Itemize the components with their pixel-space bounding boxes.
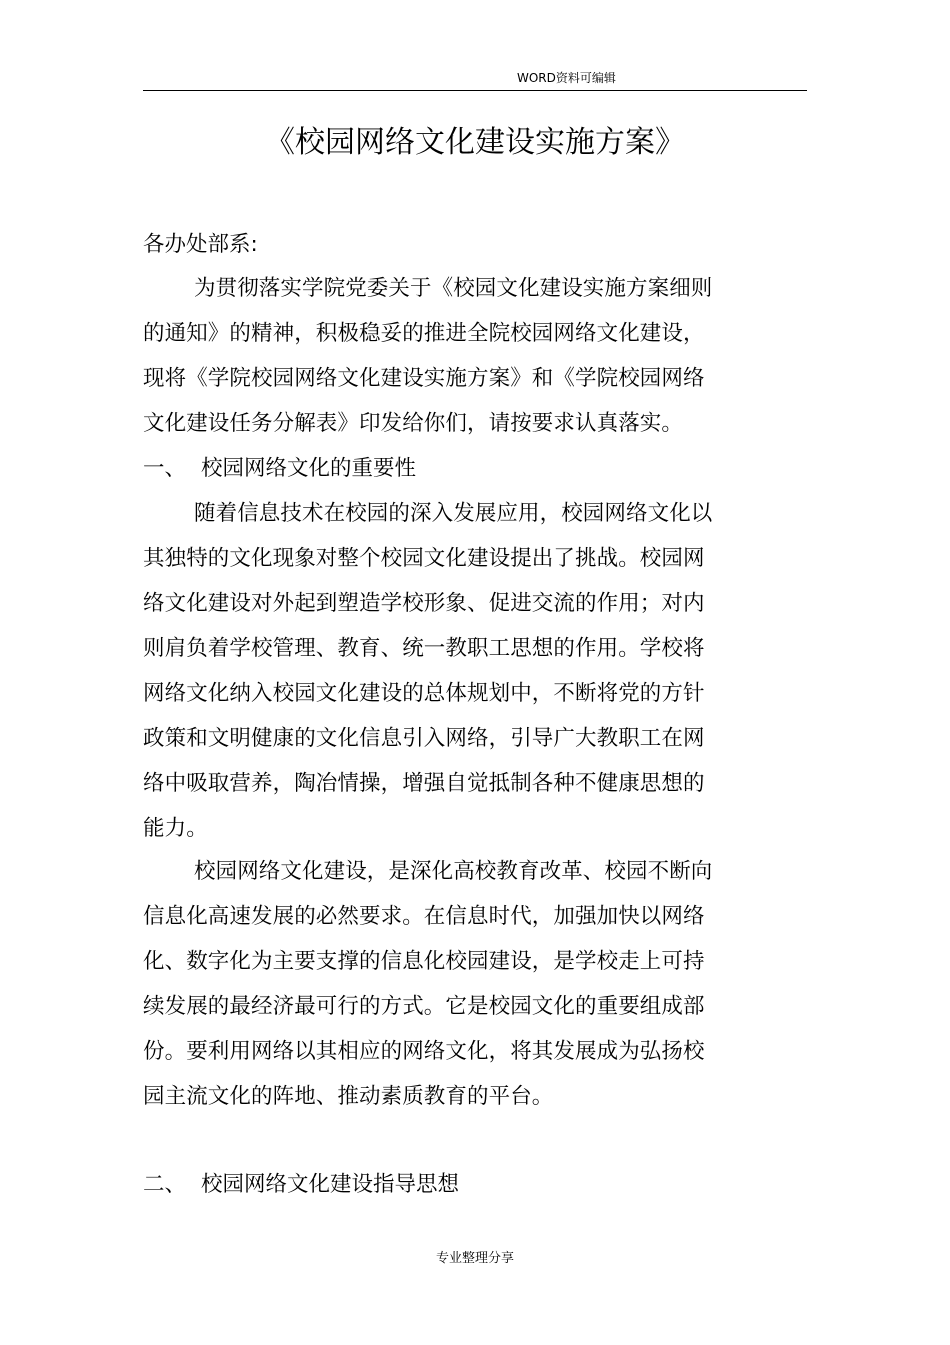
body-line: 园主流文化的阵地、推动素质教育的平台。 — [143, 1084, 554, 1109]
body-line: 校园网络文化建设，是深化高校教育改革、校园不断向 — [194, 859, 713, 884]
section-1-title: 校园网络文化的重要性 — [201, 456, 417, 481]
section-1-number: 一、 — [143, 456, 187, 481]
intro-line: 现将《学院校园网络文化建设实施方案》和《学院校园网络 — [143, 366, 705, 391]
body-line: 络中吸取营养，陶冶情操，增强自觉抵制各种不健康思想的 — [143, 771, 705, 796]
body-line: 则肩负着学校管理、教育、统一教职工思想的作用。学校将 — [143, 636, 705, 661]
header-divider — [143, 90, 807, 91]
footer-label: 专业整理分享 — [435, 1251, 514, 1266]
body-line: 政策和文明健康的文化信息引入网络，引导广大教职工在网 — [143, 726, 705, 751]
document-title: 《校园网络文化建设实施方案》 — [265, 125, 685, 160]
body-line: 其独特的文化现象对整个校园文化建设提出了挑战。校园网 — [143, 546, 705, 571]
section-2-number: 二、 — [143, 1172, 187, 1197]
intro-line: 文化建设任务分解表》印发给你们，请按要求认真落实。 — [143, 411, 684, 436]
intro-line: 的通知》的精神，积极稳妥的推进全院校园网络文化建设， — [143, 321, 705, 346]
body-line: 网络文化纳入校园文化建设的总体规划中，不断将党的方针 — [143, 681, 705, 706]
section-2-title: 校园网络文化建设指导思想 — [201, 1172, 460, 1197]
body-line: 续发展的最经济最可行的方式。它是校园文化的重要组成部 — [143, 994, 705, 1019]
body-line: 络文化建设对外起到塑造学校形象、促进交流的作用；对内 — [143, 591, 705, 616]
body-line: 信息化高速发展的必然要求。在信息时代，加强加快以网络 — [143, 904, 705, 929]
salutation: 各办处部系: — [143, 232, 258, 257]
header-label: WORD资料可编辑 — [517, 71, 616, 85]
body-line: 能力。 — [143, 816, 208, 841]
body-line: 份。要利用网络以其相应的网络文化，将其发展成为弘扬校 — [143, 1039, 705, 1064]
intro-line: 为贯彻落实学院党委关于《校园文化建设实施方案细则 — [194, 276, 713, 301]
body-line: 化、数字化为主要支撑的信息化校园建设，是学校走上可持 — [143, 949, 705, 974]
body-line: 随着信息技术在校园的深入发展应用，校园网络文化以 — [194, 501, 713, 526]
